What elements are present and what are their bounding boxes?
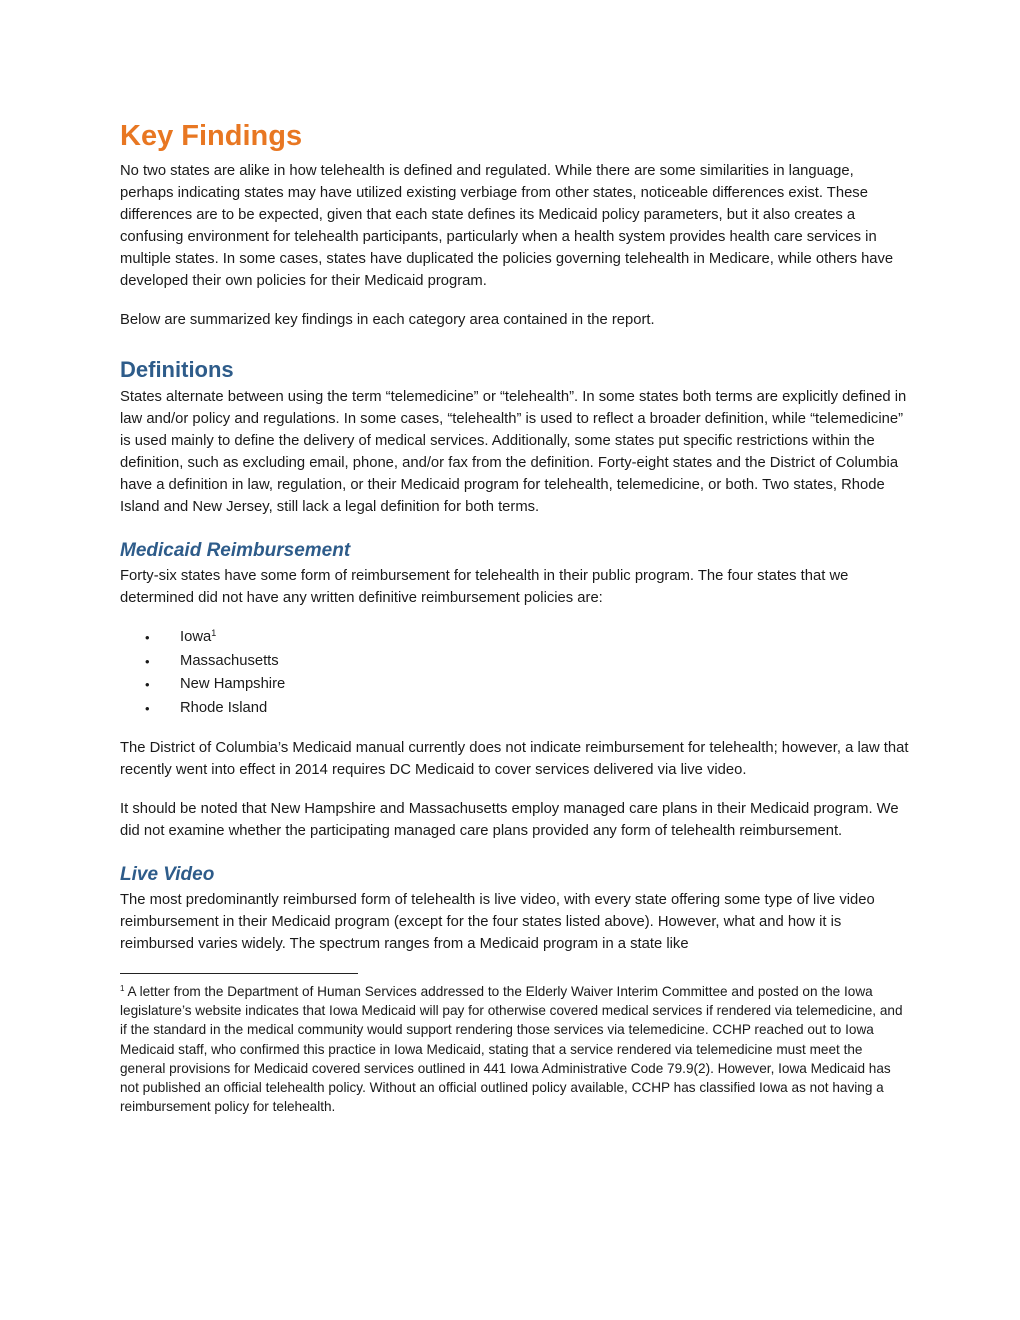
footnote-mark: 1 (120, 984, 125, 993)
state-name: New Hampshire (180, 676, 286, 692)
state-name: Rhode Island (180, 699, 268, 716)
heading-medicaid-reimbursement: Medicaid Reimbursement (120, 540, 351, 561)
bullet-icon: • (145, 653, 150, 669)
footnote (120, 982, 910, 1116)
list-item (145, 697, 910, 721)
reimbursement-paragraph-3: It should be noted that New Hampshire and Massachusetts employ managed care plans in their Medicaid program. We did not examine whether the participating managed care plans provided any form of telehealth reimbursement. (120, 801, 899, 839)
heading-key-findings: Key Findings (120, 120, 303, 152)
bullet-icon: • (145, 700, 150, 716)
bullet-icon: • (145, 677, 150, 692)
states-without-policy-list (120, 626, 910, 720)
state-name: Iowa (180, 629, 212, 645)
definitions-paragraph: States alternate between using the term “telemedicine” or “telehealth”. In some states both terms are explicitly defined in law and/or policy and regulations. In some cases, “telehealth” is used to reflect a broader definition, while “telemedicine” is used mainly to define the delivery of medical services. Additionally, some states put specific restrictions within the definition, such as excluding email, phone, and/or fax from the definition. Forty-eight states and the District of Columbia have a definition in law, regulation, or their Medicaid program for telehealth, telemedicine, or both. Two states, Rhode Island and New Jersey, still lack a legal definition for both terms. (120, 389, 907, 515)
page-content (120, 118, 910, 1116)
list-item (145, 673, 910, 697)
list-item (145, 626, 910, 650)
state-name: Massachusetts (180, 652, 279, 669)
heading-live-video: Live Video (120, 864, 215, 885)
footnote-reference[interactable]: 1 (211, 628, 217, 638)
reimbursement-paragraph-1: Forty-six states have some form of reimbursement for telehealth in their public program. The four states that we determined did not have any written definitive reimbursement policies are: (120, 568, 849, 606)
reimbursement-paragraph-2: The District of Columbia’s Medicaid manual currently does not indicate reimbursement for telehealth; however, a law that recently went into effect in 2014 requires DC Medicaid to cover services delivered via live video. (120, 740, 909, 778)
key-findings-paragraph-1: No two states are alike in how telehealth is defined and regulated. While there are some similarities in language, perhaps indicating states may have utilized existing verbiage from other states, noticeable differences exist. These differences are to be expected, given that each state defines its Medicaid policy parameters, but it also creates a confusing environment for telehealth participants, particularly when a health system provides health care services in multiple states. In some cases, states have duplicated the policies governing telehealth in Medicare, while others have developed their own policies for their Medicaid program. (120, 163, 894, 289)
bullet-icon: • (145, 630, 150, 645)
footnote-text: A letter from the Department of Human Services addressed to the Elderly Waiver Interim Committee and posted on the Iowa legislature’s website indicates that Iowa Medicaid will pay for otherwise covered medical services if rendered via telemedicine, and if the standard in the medical community would support rendering those services via telemedicine. CCHP reached out to Iowa Medicaid staff, who confirmed this practice in Iowa Medicaid, stating that a service rendered via telemedicine must meet the general provisions for Medicaid covered services outlined in 441 Iowa Administrative Code 79.9(2). However, Iowa Medicaid has not published an official telehealth policy. Without an official outlined policy available, CCHP has classified Iowa as not having a reimbursement policy for telehealth. (120, 984, 903, 1115)
heading-definitions: Definitions (120, 357, 234, 382)
key-findings-paragraph-2: Below are summarized key findings in each category area contained in the report. (120, 312, 655, 328)
footnote-divider (120, 973, 358, 974)
list-item (145, 650, 910, 674)
live-video-paragraph: The most predominantly reimbursed form of telehealth is live video, with every state offering some type of live video reimbursement in their Medicaid program (except for the four states listed above). However, what and how it is reimbursed varies widely. The spectrum ranges from a Medicaid program in a state like (120, 892, 875, 952)
